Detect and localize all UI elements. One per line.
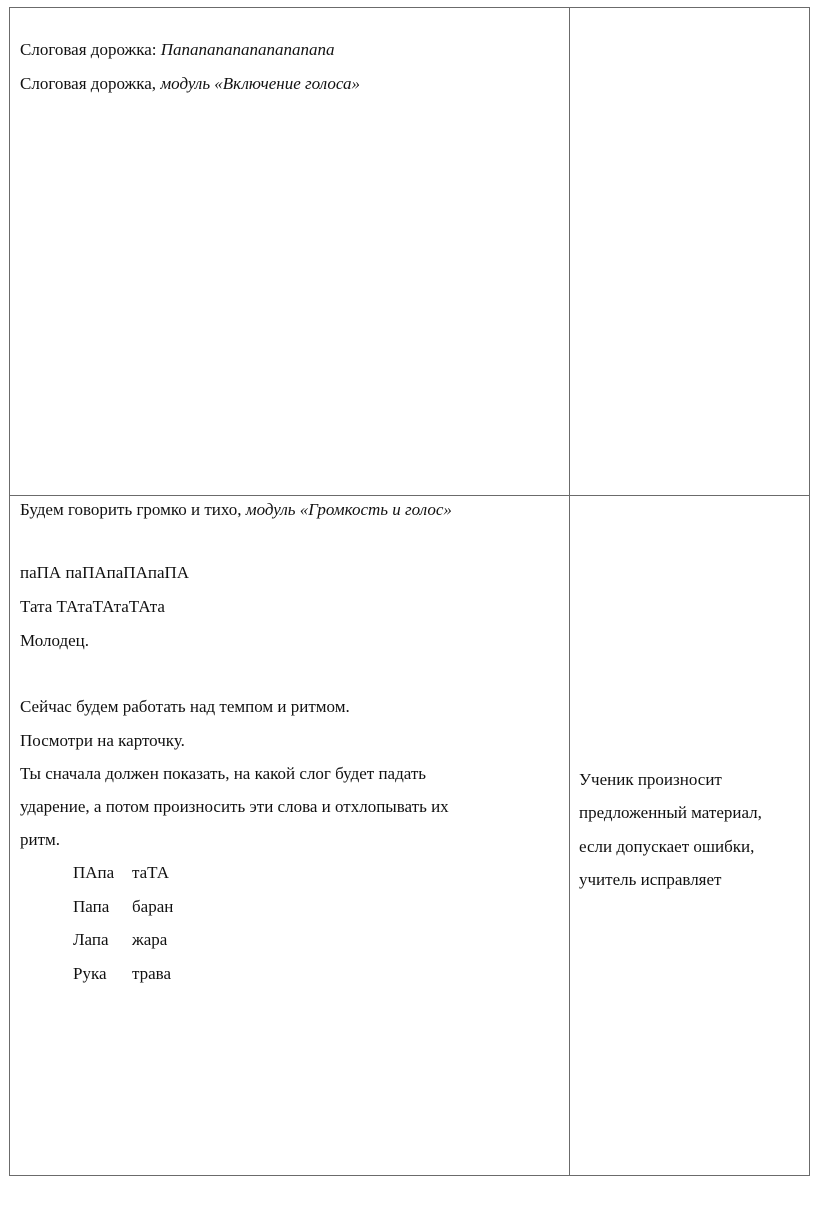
- word-second: жара: [132, 930, 168, 949]
- lesson-table: [9, 7, 810, 1176]
- table-row: [10, 8, 810, 496]
- syllable-path-line: [20, 40, 335, 60]
- syllables-ta: Тата ТАтаТАтаТАта: [20, 597, 165, 616]
- word-first: Лапа: [73, 930, 109, 949]
- teacher-cell-1: [10, 8, 570, 496]
- loud-quiet-label: Будем говорить громко и тихо,: [20, 500, 246, 519]
- word-first: ПАпа: [73, 863, 115, 882]
- table-row: [10, 496, 810, 1176]
- syllables-pa: паПА паПАпаПАпаПА: [20, 563, 190, 582]
- word-second: трава: [132, 964, 172, 983]
- pupil-line-2: предложенный материал,: [579, 803, 762, 822]
- syllable-path-label: Слоговая дорожка:: [20, 40, 161, 59]
- teacher-cell-2: [10, 496, 570, 1176]
- pupil-line-3: если допускает ошибки,: [579, 837, 755, 856]
- instruction-line-2: ударение, а потом произносить эти слова и отхлопывать их: [20, 797, 449, 816]
- tempo-text: Сейчас будем работать над темпом и ритмом.: [20, 697, 350, 716]
- word-first: Рука: [73, 964, 107, 983]
- pupil-line-4: учитель исправляет: [579, 870, 722, 889]
- loud-quiet-line: [20, 500, 452, 520]
- syllable-path-value: Папапапапапапапапапа: [160, 40, 335, 59]
- praise-text: Молодец.: [20, 631, 90, 650]
- pupil-cell-2: [570, 496, 810, 1176]
- syllable-path-module-line: [20, 74, 360, 94]
- word-second: баран: [132, 897, 174, 916]
- word-second: таТА: [132, 863, 169, 882]
- pupil-line-1: Ученик произносит: [579, 770, 722, 789]
- instruction-line-3: ритм.: [20, 830, 61, 849]
- loud-quiet-module: модуль «Громкость и голос»: [245, 500, 452, 519]
- pupil-cell-1: [570, 8, 810, 496]
- card-text: Посмотри на карточку.: [20, 731, 185, 750]
- syllable-path-module-name: модуль «Включение голоса»: [160, 74, 360, 93]
- instruction-line-1: Ты сначала должен показать, на какой слог будет падать: [20, 764, 427, 783]
- syllable-path-module-label: Слоговая дорожка,: [20, 74, 161, 93]
- word-first: Папа: [73, 897, 110, 916]
